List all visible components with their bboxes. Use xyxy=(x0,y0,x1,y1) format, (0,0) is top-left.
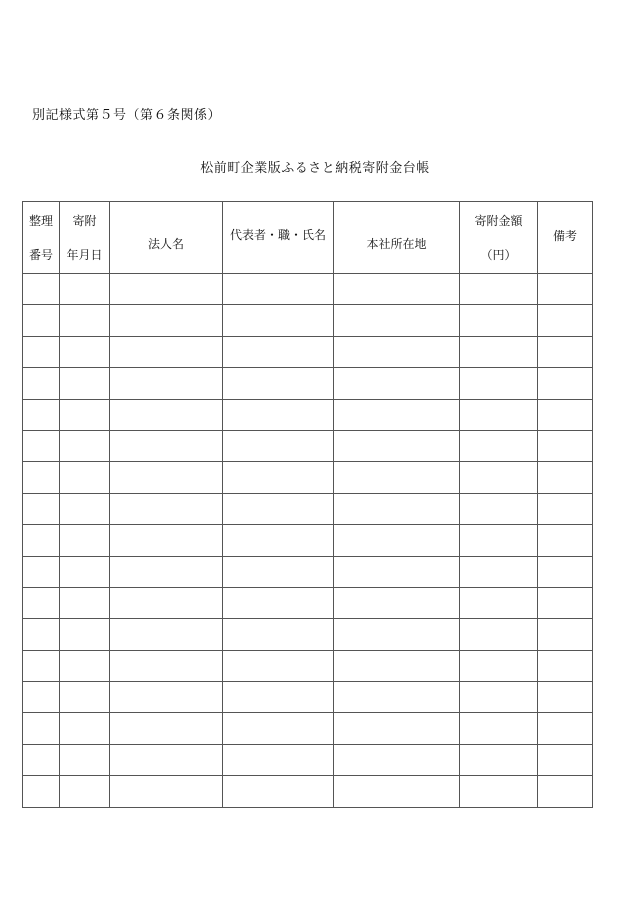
cell-remarks xyxy=(538,587,593,618)
header-row xyxy=(23,202,593,274)
cell-amount xyxy=(460,619,538,650)
cell-number xyxy=(23,399,60,430)
cell-representative xyxy=(223,556,334,587)
cell-remarks xyxy=(538,305,593,336)
cell-remarks xyxy=(538,556,593,587)
cell-representative xyxy=(223,619,334,650)
cell-date xyxy=(60,619,110,650)
cell-remarks xyxy=(538,462,593,493)
cell-representative xyxy=(223,776,334,807)
cell-address xyxy=(334,430,460,461)
cell-corporation xyxy=(110,368,223,399)
cell-number xyxy=(23,650,60,681)
header-corporation-label: 法人名 xyxy=(147,237,184,251)
cell-number xyxy=(23,336,60,367)
cell-date xyxy=(60,368,110,399)
cell-address xyxy=(334,556,460,587)
header-representative-label: 代表者・職・氏名 xyxy=(229,228,326,242)
table-row xyxy=(23,776,593,807)
cell-corporation xyxy=(110,776,223,807)
cell-representative xyxy=(223,274,334,305)
cell-address xyxy=(334,525,460,556)
cell-amount xyxy=(460,305,538,336)
cell-amount xyxy=(460,493,538,524)
cell-representative xyxy=(223,650,334,681)
cell-address xyxy=(334,713,460,744)
cell-remarks xyxy=(538,368,593,399)
cell-amount xyxy=(460,776,538,807)
cell-representative xyxy=(223,430,334,461)
cell-address xyxy=(334,682,460,713)
cell-corporation xyxy=(110,493,223,524)
cell-date xyxy=(60,274,110,305)
cell-corporation xyxy=(110,619,223,650)
cell-number xyxy=(23,713,60,744)
cell-remarks xyxy=(538,650,593,681)
header-number xyxy=(23,202,60,274)
cell-address xyxy=(334,399,460,430)
cell-number xyxy=(23,430,60,461)
table-row xyxy=(23,650,593,681)
cell-number xyxy=(23,368,60,399)
table-row xyxy=(23,274,593,305)
cell-amount xyxy=(460,399,538,430)
cell-representative xyxy=(223,399,334,430)
cell-corporation xyxy=(110,713,223,744)
cell-corporation xyxy=(110,462,223,493)
cell-representative xyxy=(223,462,334,493)
cell-remarks xyxy=(538,619,593,650)
cell-corporation xyxy=(110,274,223,305)
cell-date xyxy=(60,493,110,524)
cell-address xyxy=(334,462,460,493)
header-corporation xyxy=(110,202,223,274)
table-row xyxy=(23,493,593,524)
cell-representative xyxy=(223,305,334,336)
header-address xyxy=(334,202,460,274)
header-number-line-1: 整理 xyxy=(28,213,53,228)
cell-remarks xyxy=(538,525,593,556)
cell-corporation xyxy=(110,399,223,430)
ledger-header xyxy=(23,202,593,274)
cell-amount xyxy=(460,682,538,713)
table-row xyxy=(23,305,593,336)
cell-corporation xyxy=(110,336,223,367)
header-remarks xyxy=(538,202,593,274)
cell-amount xyxy=(460,525,538,556)
cell-number xyxy=(23,619,60,650)
header-address-label: 本社所在地 xyxy=(366,237,427,251)
table-row xyxy=(23,619,593,650)
cell-date xyxy=(60,399,110,430)
table-row xyxy=(23,525,593,556)
table-row xyxy=(23,556,593,587)
cell-address xyxy=(334,336,460,367)
cell-address xyxy=(334,305,460,336)
cell-address xyxy=(334,650,460,681)
table-row xyxy=(23,336,593,367)
header-remarks-label: 備考 xyxy=(552,229,577,243)
header-number-line-2: 番号 xyxy=(28,247,53,262)
cell-remarks xyxy=(538,682,593,713)
table-row xyxy=(23,713,593,744)
cell-number xyxy=(23,274,60,305)
cell-date xyxy=(60,525,110,556)
form-number-label: 別記様式第５号（第６条関係） xyxy=(32,108,222,123)
cell-representative xyxy=(223,587,334,618)
cell-representative xyxy=(223,744,334,775)
cell-address xyxy=(334,587,460,618)
cell-amount xyxy=(460,430,538,461)
cell-number xyxy=(23,682,60,713)
header-date-line-2: 年月日 xyxy=(66,247,103,262)
cell-date xyxy=(60,776,110,807)
cell-number xyxy=(23,587,60,618)
cell-amount xyxy=(460,713,538,744)
donation-ledger-table xyxy=(22,201,593,808)
cell-date xyxy=(60,462,110,493)
header-date xyxy=(60,202,110,274)
cell-amount xyxy=(460,274,538,305)
cell-number xyxy=(23,525,60,556)
cell-date xyxy=(60,305,110,336)
cell-date xyxy=(60,587,110,618)
header-amount xyxy=(460,202,538,274)
cell-amount xyxy=(460,650,538,681)
table-row xyxy=(23,587,593,618)
ledger-body xyxy=(23,274,593,808)
cell-number xyxy=(23,493,60,524)
table-row xyxy=(23,399,593,430)
cell-remarks xyxy=(538,776,593,807)
cell-corporation xyxy=(110,587,223,618)
cell-address xyxy=(334,619,460,650)
table-row xyxy=(23,462,593,493)
cell-amount xyxy=(460,556,538,587)
cell-corporation xyxy=(110,305,223,336)
cell-number xyxy=(23,305,60,336)
cell-corporation xyxy=(110,744,223,775)
cell-remarks xyxy=(538,336,593,367)
header-amount-line-2: （円） xyxy=(480,247,517,262)
cell-corporation xyxy=(110,682,223,713)
cell-remarks xyxy=(538,274,593,305)
cell-number xyxy=(23,462,60,493)
cell-representative xyxy=(223,368,334,399)
cell-amount xyxy=(460,744,538,775)
cell-remarks xyxy=(538,744,593,775)
cell-representative xyxy=(223,336,334,367)
table-row xyxy=(23,368,593,399)
cell-date xyxy=(60,713,110,744)
cell-date xyxy=(60,682,110,713)
cell-remarks xyxy=(538,713,593,744)
cell-representative xyxy=(223,525,334,556)
cell-representative xyxy=(223,713,334,744)
cell-address xyxy=(334,274,460,305)
cell-date xyxy=(60,650,110,681)
cell-date xyxy=(60,556,110,587)
cell-address xyxy=(334,368,460,399)
cell-amount xyxy=(460,368,538,399)
cell-remarks xyxy=(538,430,593,461)
cell-amount xyxy=(460,587,538,618)
cell-amount xyxy=(460,336,538,367)
table-row xyxy=(23,682,593,713)
cell-date xyxy=(60,744,110,775)
cell-date xyxy=(60,336,110,367)
cell-remarks xyxy=(538,399,593,430)
cell-corporation xyxy=(110,556,223,587)
cell-address xyxy=(334,744,460,775)
header-representative xyxy=(223,202,334,274)
header-amount-line-1: 寄附金額 xyxy=(474,213,523,228)
cell-corporation xyxy=(110,430,223,461)
cell-corporation xyxy=(110,525,223,556)
cell-number xyxy=(23,776,60,807)
cell-remarks xyxy=(538,493,593,524)
table-row xyxy=(23,744,593,775)
cell-address xyxy=(334,493,460,524)
table-row xyxy=(23,430,593,461)
cell-date xyxy=(60,430,110,461)
cell-number xyxy=(23,744,60,775)
header-date-line-1: 寄附 xyxy=(72,213,97,228)
cell-corporation xyxy=(110,650,223,681)
cell-number xyxy=(23,556,60,587)
ledger-title: 松前町企業版ふるさと納税寄附金台帳 xyxy=(200,161,430,176)
cell-representative xyxy=(223,493,334,524)
cell-address xyxy=(334,776,460,807)
cell-amount xyxy=(460,462,538,493)
cell-representative xyxy=(223,682,334,713)
